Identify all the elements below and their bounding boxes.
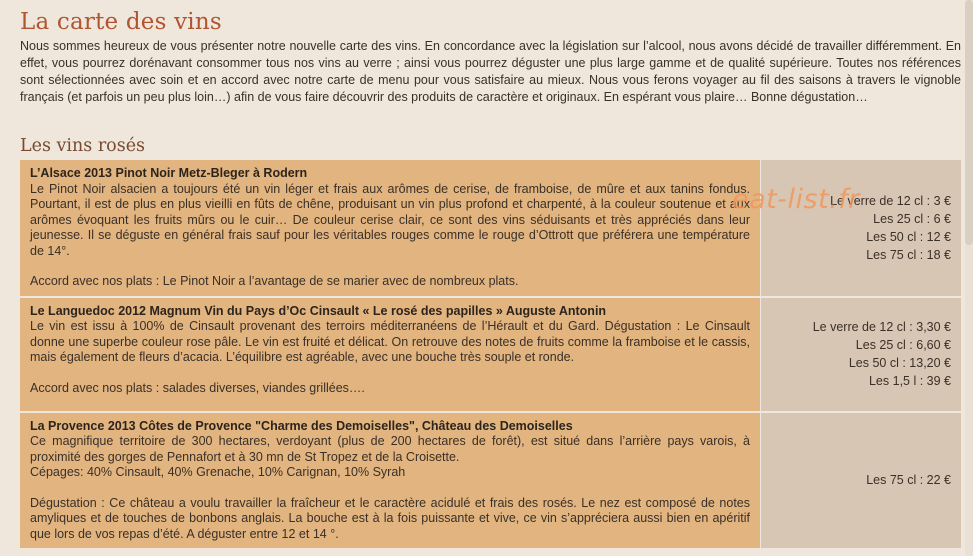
price-line: Le verre de 12 cl : 3 € [830,193,951,208]
wine-title: Le Languedoc 2012 Magnum Vin du Pays d’Oc Cinsault « Le rosé des papilles » Auguste Antonin [30,303,607,318]
price-line: Les 75 cl : 22 € [866,473,951,488]
table-row [20,413,961,551]
wine-list-table [20,160,961,550]
spacer [30,366,750,381]
page-scrollbar[interactable] [965,0,973,556]
price-line: Les 50 cl : 12 € [866,229,951,244]
wine-description: Le vin est issu à 100% de Cinsault provenant des terroirs méditerranéens de l’Hérault et du Gard. Dégustation : Le Cinsault donne une superbe couleur rose pâle. Le vin est fruité et délicat. On retrouve des notes de fruits comme la framboise et le cassis, mais également de fleurs d’acacia. L’équilibre est agréable, avec une bouche très souple et ronde. [30,319,750,364]
wine-title: L’Alsace 2013 Pinot Noir Metz-Bleger à Rodern [30,166,308,180]
wine-price-cell [761,298,961,413]
price-line: Les 75 cl : 18 € [866,247,951,262]
price-line: Les 50 cl : 13,20 € [848,356,951,370]
watermark-logo: eat-list.fr [732,184,860,215]
wine-pairing: Accord avec nos plats : Le Pinot Noir a l’avantage de se marier avec de nombreux plats. [30,274,519,288]
wine-price-cell [761,160,961,298]
wine-description: Ce magnifique territoire de 300 hectares, verdoyant (plus de 200 hectares de forêt), est situé dans l’arrière pays varois, à proximité des gorges de Pennafort et à 30 mn de St Tropez et de la Croisette. [30,434,750,464]
price-line: Les 1,5 l : 39 € [868,374,951,388]
wine-grapes: Cépages: 40% Cinsault, 40% Grenache, 10% Carignan, 10% Syrah [30,465,406,479]
price-line: Les 25 cl : 6 € [873,211,951,226]
wine-description-cell [20,413,761,551]
wine-pairing: Accord avec nos plats : salades diverses, viandes grillées…. [30,380,365,395]
spacer [30,259,750,274]
wine-description-cell [20,160,761,298]
wine-title: La Provence 2013 Côtes de Provence "Charme des Demoiselles", Château des Demoiselles [30,418,573,433]
wine-price-cell [761,413,961,551]
spacer [30,481,750,496]
table-row [20,160,961,298]
section-title-roses: Les vins rosés [20,136,146,156]
wine-tasting: Dégustation : Ce château a voulu travailler la fraîcheur et le caractère acidulé et frais des rosés. Le nez est composé de notes amyliques et de touches de bonbons anglais. La bouche est à la fois puissante et vive, ce vin s’appréciera aussi bien en apéritif que lors de vos repas d’été. A déguster entre 12 et 14 °. [30,495,750,541]
wine-description-cell [20,298,761,413]
price-line: Les 25 cl : 6,60 € [855,338,951,352]
table-row [20,298,961,413]
price-line: Le verre de 12 cl : 3,30 € [812,320,951,334]
page-title: La carte des vins [20,9,222,35]
intro-text: Nous sommes heureux de vous présenter notre nouvelle carte des vins. En concordance avec la législation sur l’alcool, nous avons décidé de travailler différemment. En effet, vous pourrez dorénavant consommer tous nos vins au verre ; ainsi vous pourrez déguster une plus large gamme et de qualité supérieure. Toutes nos références sont sélectionnées avec soin et en accord avec notre carte de menu pour vous satisfaire au mieux. Nous vous ferons voyager au fil des saisons à travers le vignoble français (et parfois un peu plus loin…) afin de vous faire découvrir des produits de caractère et originaux. En espérant vous plaire… Bonne dégustation… [20,39,961,104]
scrollbar-thumb[interactable] [965,0,973,245]
wine-description: Le Pinot Noir alsacien a toujours été un vin léger et frais aux arômes de cerise, de framboise, de mûre et aux tanins fondus. Pourtant, il est de plus en plus vieilli en fûts de chêne, produisant un vin plus profond et charpenté, à la couleur soutenue et aux arômes évoquant les fruits mûrs ou le cuir… De couleur cerise clair, ce sont des vins séduisants et très appréciés dans leur jeunesse. Il se déguste en général frais sauf pour les véritables rouges comme le rouge d’Ottrott que préférera une température de 14°. [30,181,750,258]
